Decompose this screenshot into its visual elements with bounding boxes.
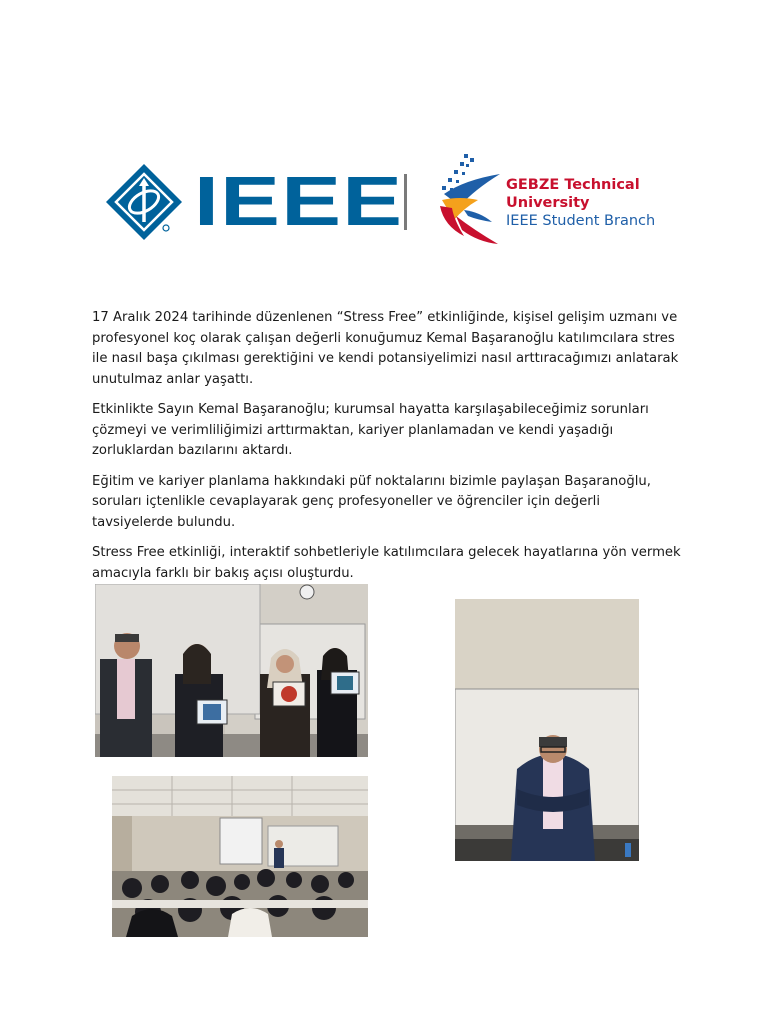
gtu-name-line2: University	[506, 195, 590, 211]
gtu-emblem-icon	[434, 150, 506, 250]
event-photo-audience	[112, 776, 368, 937]
gtu-name-line1: GEBZE Technical	[506, 177, 640, 193]
event-photo-speaker-portrait	[455, 599, 639, 861]
paragraph-3: Eğitim ve kariyer planlama hakkındaki püf noktalarını bizimle paylaşan Başaranoğlu, soruları içtenlikle cevaplayarak genç profesyoneller ve öğrenciler için değerli tavsiyelerde bulundu.	[92, 473, 651, 530]
paragraph-2: Etkinlikte Sayın Kemal Başaranoğlu; kurumsal hayatta karşılaşabileceğimiz sorunları çözmeyi ve verimliliğimizi arttırmaktan, kariyer planlamadan ve kendi yaşadığı zorluklardan bazılarını aktardı.	[92, 402, 649, 458]
article-body	[92, 308, 682, 594]
gtu-logo-text	[506, 176, 655, 230]
event-photo-speaker-with-students	[95, 584, 368, 757]
ieee-wordmark: IEEE	[194, 162, 404, 240]
header-logos	[104, 150, 664, 250]
gtu-branch-line: IEEE Student Branch	[506, 213, 656, 229]
paragraph-1: 17 Aralık 2024 tarihinde düzenlenen “Stress Free” etkinliğinde, kişisel gelişim uzmanı ve profesyonel koç olarak çalışan değerli konuğumuz Kemal Başaranoğlu katılımcılara stres ile nasıl başa çıkılması gerektiğini ve kendi potansiyelimizi nasıl arttıracağımızı anlatarak unutulmaz anlar yaşattı.	[92, 310, 679, 387]
ieee-diamond-icon	[104, 162, 184, 242]
paragraph-4: Stress Free etkinliği, interaktif sohbetleriyle katılımcılara gelecek hayatlarına yön vermek amacıyla farklı bir bakış açısı oluşturdu.	[92, 545, 681, 581]
logo-divider	[404, 174, 407, 230]
